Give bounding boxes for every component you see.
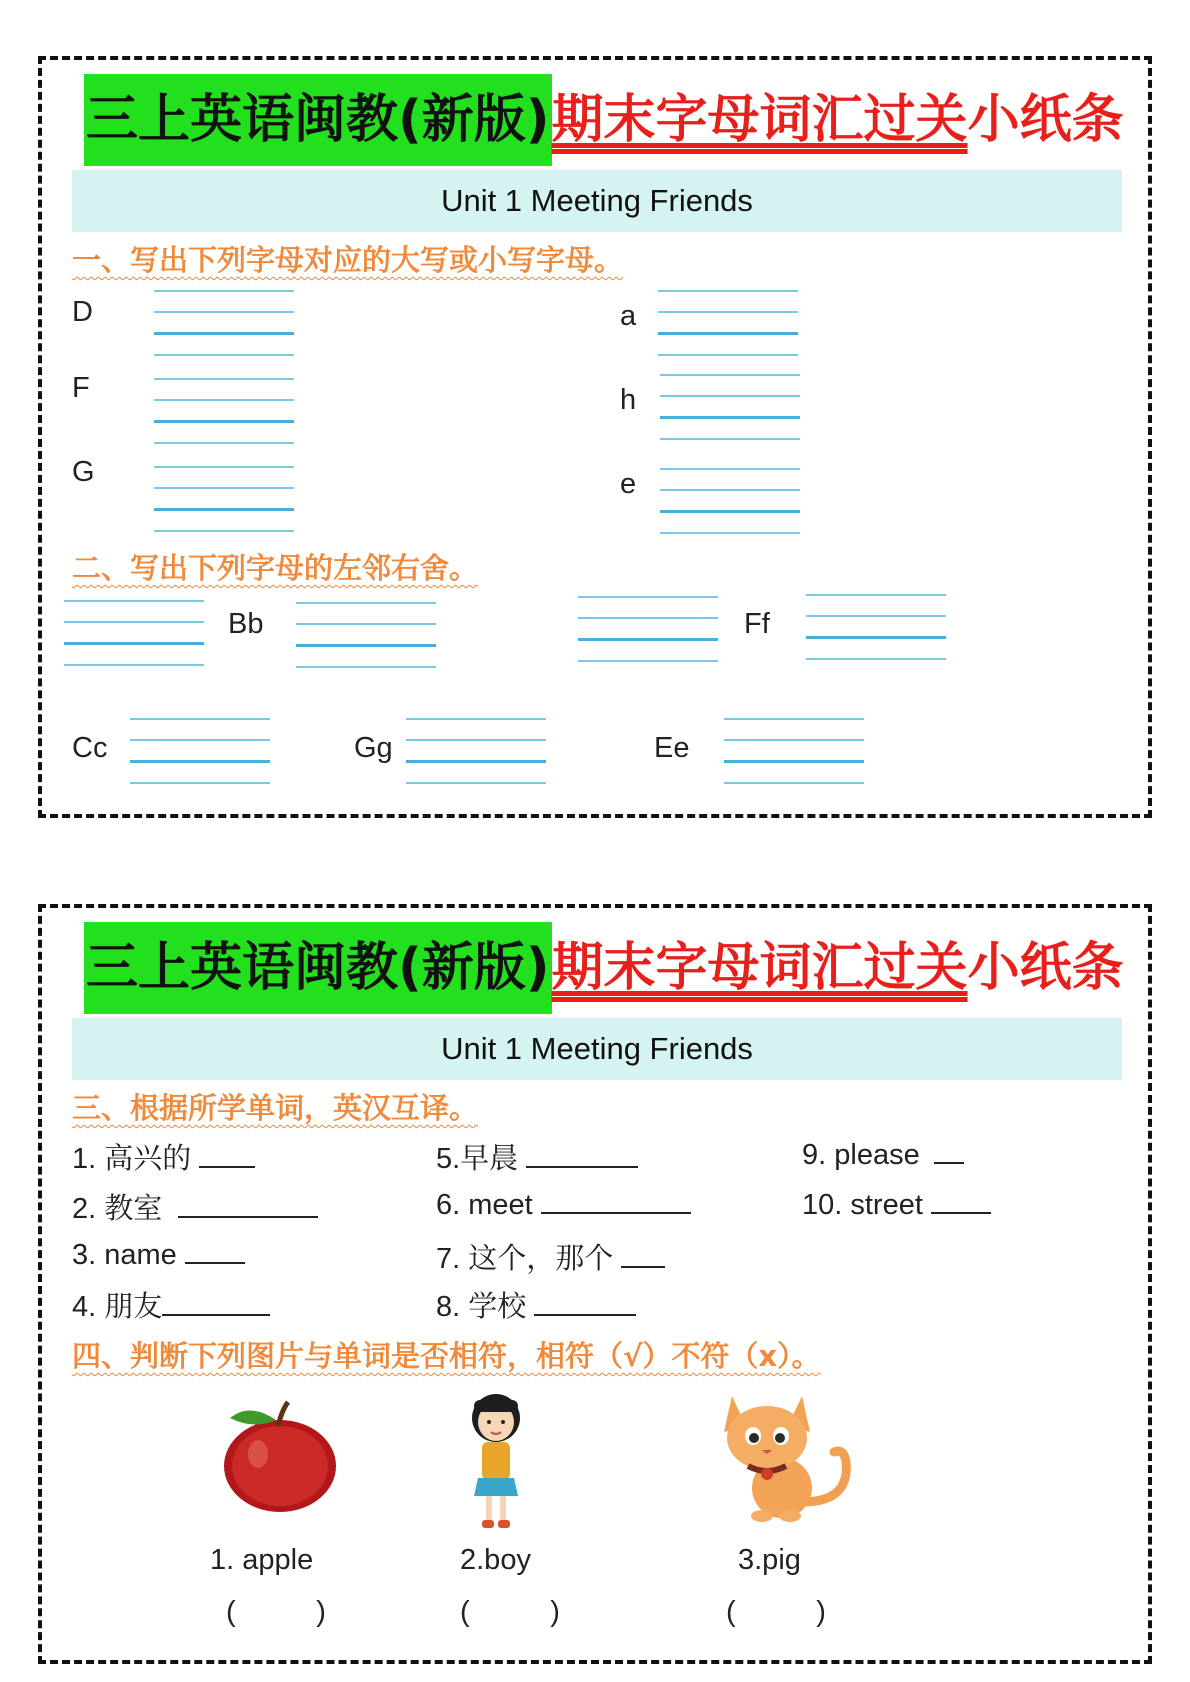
title-red-suffix: 小纸条 — [967, 90, 1124, 150]
answer-blank[interactable] — [185, 1236, 245, 1264]
writing-lines[interactable] — [296, 602, 436, 670]
section-heading-4: 四、判断下列图片与单词是否相符，相符（√）不符（x）。 — [72, 1339, 821, 1373]
section-heading-2: 二、写出下列字母的左邻右舍。 — [72, 551, 479, 585]
letter-prompt: Cc — [72, 732, 108, 764]
translation-item: 6. meet — [436, 1186, 691, 1222]
writing-lines[interactable] — [660, 374, 800, 442]
writing-lines[interactable] — [154, 466, 294, 534]
letter-prompt: h — [620, 384, 637, 416]
worksheet-title — [84, 74, 1124, 166]
translation-item: 1. 高兴的 — [72, 1136, 255, 1177]
letter-prompt: D — [72, 296, 93, 328]
answer-blank[interactable] — [199, 1140, 255, 1168]
answer-blank[interactable] — [534, 1288, 636, 1316]
translation-item: 5.早晨 — [436, 1136, 638, 1177]
translation-item: 4. 朋友 — [72, 1284, 270, 1325]
answer-parentheses[interactable]: ( ) — [460, 1596, 560, 1628]
worksheet-title — [84, 922, 1124, 1014]
answer-parentheses[interactable]: ( ) — [726, 1596, 826, 1628]
picture-caption: 3.pig — [738, 1544, 801, 1576]
worksheet-card-1 — [38, 56, 1152, 818]
translation-item: 10. street — [802, 1186, 991, 1222]
answer-blank[interactable] — [541, 1186, 691, 1214]
unit-banner: Unit 1 Meeting Friends — [72, 1018, 1122, 1080]
writing-lines[interactable] — [724, 718, 864, 786]
translation-item: 8. 学校 — [436, 1284, 636, 1325]
answer-blank[interactable] — [162, 1288, 270, 1316]
unit-banner: Unit 1 Meeting Friends — [72, 170, 1122, 232]
section-heading-1: 一、写出下列字母对应的大写或小写字母。 — [72, 243, 624, 277]
writing-lines[interactable] — [154, 378, 294, 446]
letter-prompt: a — [620, 300, 637, 332]
apple-icon — [220, 1396, 344, 1516]
writing-lines[interactable] — [658, 290, 798, 358]
answer-blank[interactable] — [526, 1140, 638, 1168]
worksheet-card-2 — [38, 904, 1152, 1664]
letter-prompt: Ff — [744, 608, 770, 640]
translation-item: 2. 教室 — [72, 1186, 318, 1227]
title-green-part: 三上英语闽教(新版) — [84, 922, 552, 1014]
letter-prompt: Bb — [228, 608, 264, 640]
answer-blank[interactable] — [931, 1186, 991, 1214]
letter-prompt: G — [72, 456, 95, 488]
writing-lines[interactable] — [660, 468, 800, 536]
writing-lines[interactable] — [130, 718, 270, 786]
cat-icon — [710, 1392, 854, 1526]
title-red-part: 期末字母词汇过关 — [551, 90, 968, 150]
translation-item: 7. 这个，那个 — [436, 1236, 665, 1277]
title-red-suffix: 小纸条 — [967, 938, 1124, 998]
writing-lines[interactable] — [64, 600, 204, 668]
letter-prompt: Gg — [354, 732, 393, 764]
answer-blank[interactable] — [934, 1136, 964, 1164]
picture-caption: 2.boy — [460, 1544, 531, 1576]
section-heading-3: 三、根据所学单词，英汉互译。 — [72, 1091, 479, 1125]
answer-blank[interactable] — [178, 1190, 318, 1218]
answer-blank[interactable] — [621, 1240, 665, 1268]
answer-parentheses[interactable]: ( ) — [226, 1596, 326, 1628]
writing-lines[interactable] — [578, 596, 718, 664]
writing-lines[interactable] — [806, 594, 946, 662]
letter-prompt: e — [620, 468, 637, 500]
picture-caption: 1. apple — [210, 1544, 314, 1576]
title-red-part: 期末字母词汇过关 — [551, 938, 968, 998]
letter-prompt: F — [72, 372, 90, 404]
writing-lines[interactable] — [406, 718, 546, 786]
girl-icon — [466, 1392, 526, 1534]
title-green-part: 三上英语闽教(新版) — [84, 74, 552, 166]
translation-item: 9. please — [802, 1136, 964, 1172]
translation-item: 3. name — [72, 1236, 245, 1272]
letter-prompt: Ee — [654, 732, 690, 764]
writing-lines[interactable] — [154, 290, 294, 358]
